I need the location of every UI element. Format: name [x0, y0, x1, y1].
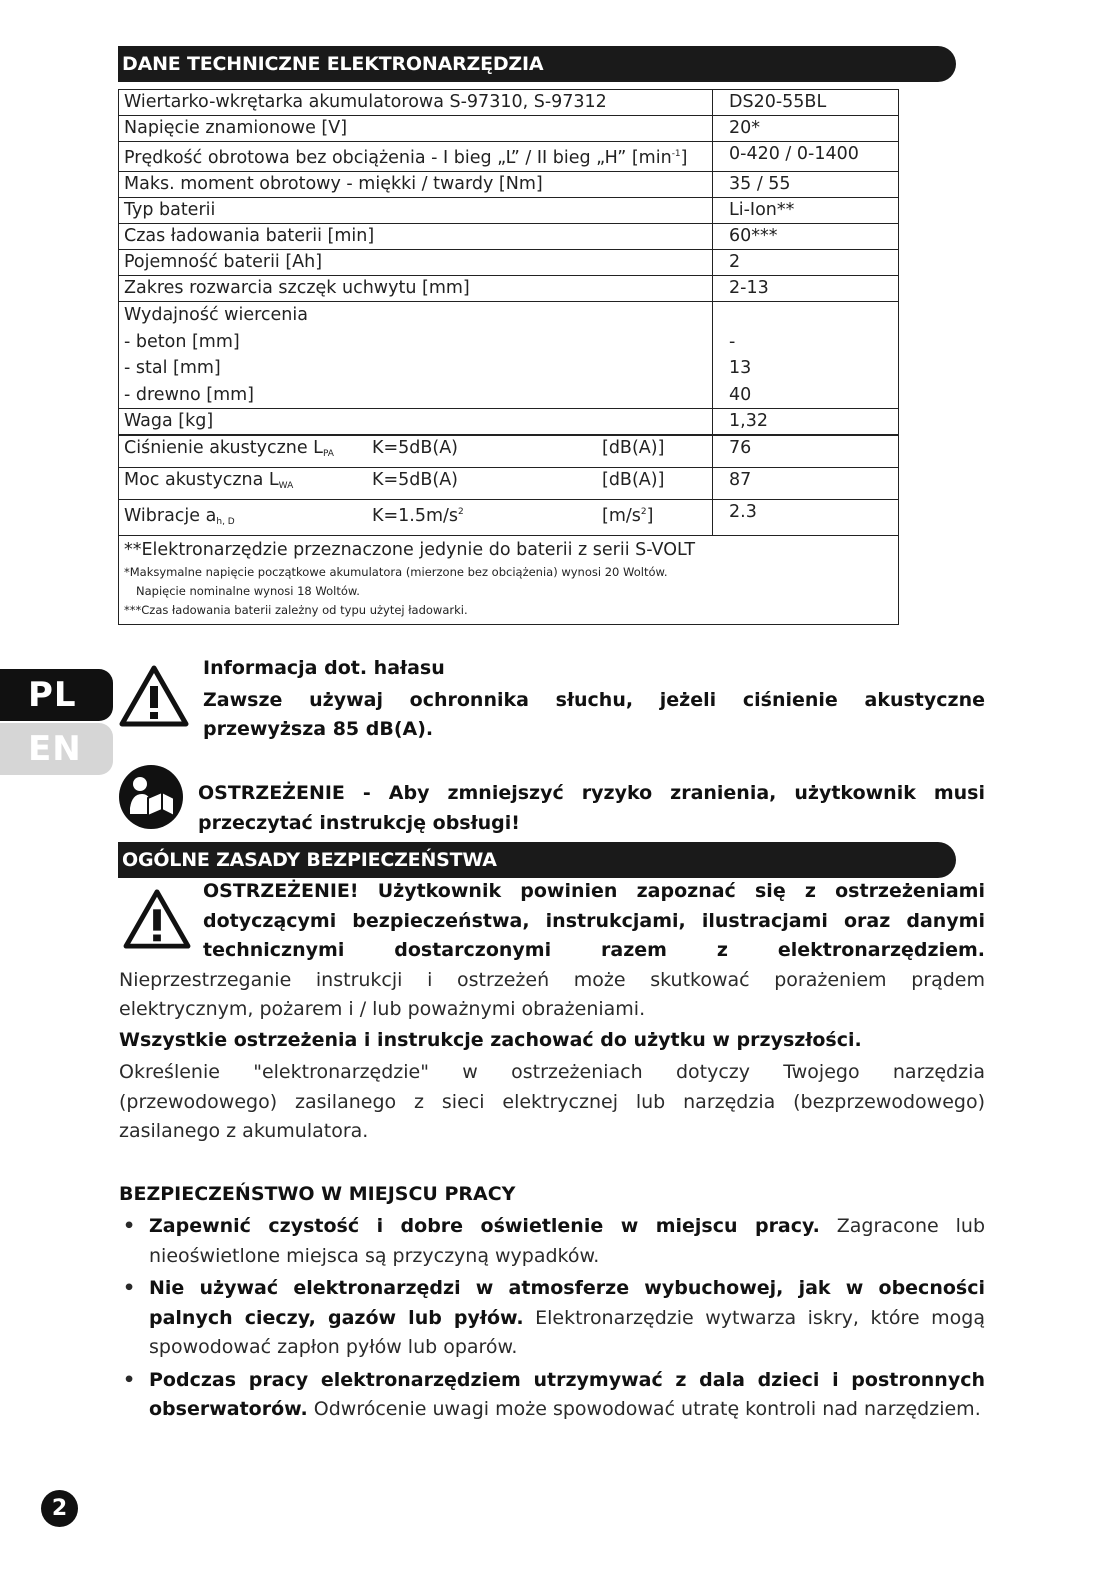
acoustic-value: 87	[713, 468, 899, 500]
footnotes	[119, 536, 899, 625]
table-row	[119, 224, 899, 250]
list-item: • Zapewnić czystość i dobre oświetlenie w miejscu pracy. Zagracone lub nieoświetlone miejsca są przyczyną wypadków.	[119, 1212, 985, 1271]
spec-label: Prędkość obrotowa bez obciążenia - I bieg „L” / II bieg „H” $[\min^{-1}]$	[119, 142, 713, 172]
table-row	[119, 409, 899, 436]
workplace-rules	[119, 1212, 985, 1428]
drilling-item-value: -	[729, 331, 736, 352]
table-row	[119, 172, 899, 198]
table-row	[119, 435, 899, 468]
spec-value: 20*	[713, 116, 899, 142]
acoustic-value: 76	[713, 435, 899, 468]
keep-instructions	[119, 1026, 985, 1056]
drilling-labels	[119, 302, 713, 409]
noise-notice-title: Informacja dot. hałasu	[203, 657, 445, 679]
spec-value: 1,32	[713, 409, 899, 436]
noise-notice-text: Zawsze używaj ochronnika słuchu, jeżeli ciśnienie akustyczne przewyższa 85 dB(A).	[203, 688, 985, 740]
spec-label: Zakres rozwarcia szczęk uchwytu [mm]	[119, 276, 713, 302]
acoustic-label: Moc akustyczna $L_{WA}$ K=5dB(A) [dB(A)]	[119, 468, 713, 500]
language-tab-en[interactable]: EN	[0, 723, 113, 775]
footnote-small: Napięcie nominalne wynosi 18 Woltów.	[136, 584, 360, 598]
safety-section-heading: OGÓLNE ZASADY BEZPIECZEŃSTWA	[118, 842, 956, 878]
spec-label: Maks. moment obrotowy - miękki / twardy [Nm]	[119, 172, 713, 198]
drilling-item-label: - drewno [mm]	[124, 384, 254, 405]
language-tab-pl[interactable]: PL	[0, 669, 113, 721]
spec-label: Typ baterii	[119, 198, 713, 224]
table-row	[119, 500, 899, 536]
acoustic-value: 2.3	[713, 500, 899, 536]
table-row	[119, 198, 899, 224]
list-item: • Podczas pracy elektronarzędziem utrzymywać z dala dzieci i postronnych obserwatorów. Odwrócenie uwagi może spowodować utratę kontroli nad narzędziem.	[119, 1366, 985, 1425]
table-row	[119, 90, 899, 116]
spec-label: Napięcie znamionowe [V]	[119, 116, 713, 142]
acoustic-label: Wibracje $a_{h, D}$ $K=1.5m/s^2$ $[m/s^2]$	[119, 500, 713, 536]
spec-value: 0-420 / 0-1400	[713, 142, 899, 172]
read-manual-icon	[118, 764, 184, 830]
spec-section-heading: DANE TECHNICZNE ELEKTRONARZĘDZIA	[118, 46, 956, 82]
spec-value: Li-Ion**	[713, 198, 899, 224]
spec-label: Wiertarko-wkrętarka akumulatorowa S-97310, S-97312	[119, 90, 713, 116]
spec-value: 35 / 55	[713, 172, 899, 198]
footnote-small: *Maksymalne napięcie początkowe akumulatora (mierzone bez obciążenia) wynosi 20 Woltów.	[124, 565, 668, 579]
manual-warning	[198, 779, 985, 838]
drilling-item-value: 40	[729, 384, 752, 405]
spec-label: Waga [kg]	[119, 409, 713, 436]
page-number: 2	[41, 1490, 78, 1527]
definition-text: Określenie "elektronarzędzie" w ostrzeżeniach dotyczy Twojego narzędzia (przewodowego) zasilanego z sieci elektrycznej lub narzędzia (bezprzewodowego) zasilanego z akumulatora.	[119, 1061, 985, 1142]
table-row	[119, 142, 899, 172]
workplace-heading: BEZPIECZEŃSTWO W MIEJSCU PRACY	[119, 1183, 516, 1205]
drilling-title: Wydajność wiercenia	[124, 305, 308, 325]
drilling-values	[713, 302, 899, 409]
list-item: • Nie używać elektronarzędzi w atmosferze wybuchowej, jak w obecności palnych cieczy, gazów lub pyłów. Elektronarzędzie wytwarza iskry, które mogą spowodować zapłon pyłów lub oparów.	[119, 1274, 985, 1363]
spec-label: Pojemność baterii [Ah]	[119, 250, 713, 276]
warning-triangle-icon	[118, 664, 190, 728]
drilling-item-value: 13	[729, 358, 752, 378]
table-row-drilling	[119, 302, 899, 409]
spec-value: 2	[713, 250, 899, 276]
noise-notice	[203, 654, 985, 745]
spec-label: Czas ładowania baterii [min]	[119, 224, 713, 250]
table-row	[119, 116, 899, 142]
spec-value: 60***	[713, 224, 899, 250]
bullet-list	[119, 1212, 985, 1425]
spec-value: DS20-55BL	[713, 90, 899, 116]
table-row	[119, 250, 899, 276]
table-row	[119, 276, 899, 302]
table-row	[119, 468, 899, 500]
drilling-item-label: - stal [mm]	[124, 358, 221, 378]
spec-table	[118, 89, 899, 625]
table-row-footnotes	[119, 536, 899, 625]
safety-intro-bold: OSTRZEŻENIE! Użytkownik powinien zapoznać się z ostrzeżeniami dotyczącymi bezpieczeństwa, instrukcjami, ilustracjami oraz danymi technicznymi dostarczonymi razem z elektronarzędziem.	[203, 880, 985, 961]
footnote-small: ***Czas ładowania baterii zależny od typu użytej ładowarki.	[124, 603, 468, 617]
keep-instructions-text: Wszystkie ostrzeżenia i instrukcje zachować do użytku w przyszłości.	[119, 1029, 862, 1051]
safety-intro	[119, 877, 985, 1025]
footnote-main: **Elektronarzędzie przeznaczone jedynie do baterii z serii S-VOLT	[124, 540, 696, 560]
safety-intro-rest: Nieprzestrzeganie instrukcji i ostrzeżeń może skutkować porażeniem prądem elektrycznym, pożarem i / lub poważnymi obrażeniami.	[119, 968, 985, 1020]
spec-value: 2-13	[713, 276, 899, 302]
drilling-item-label: - beton [mm]	[124, 331, 240, 352]
manual-warning-text: OSTRZEŻENIE - Aby zmniejszyć ryzyko zranienia, użytkownik musi przeczytać instrukcję obsługi!	[198, 782, 985, 834]
acoustic-label: Ciśnienie akustyczne $L_{PA}$ K=5dB(A) [dB(A)]	[119, 435, 713, 468]
